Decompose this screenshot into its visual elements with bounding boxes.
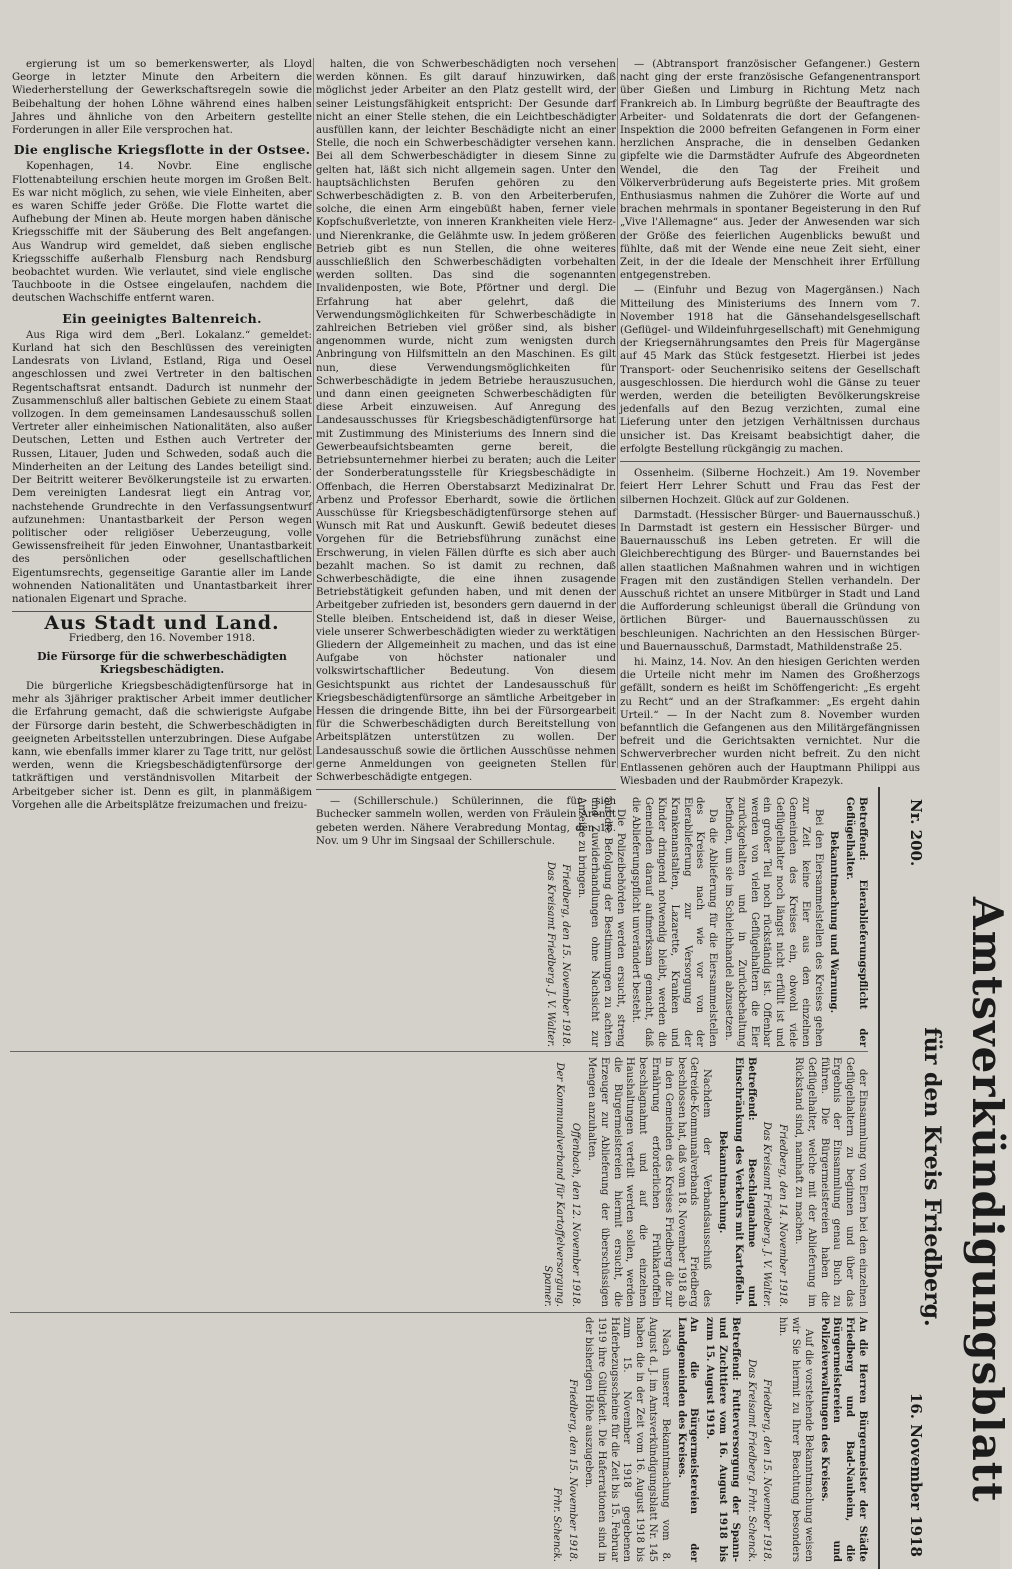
gazette-column-3	[547, 1317, 868, 1562]
gazette-subtitle: für den Kreis Friedberg.	[919, 1027, 945, 1327]
issue-number: Nr. 200.	[907, 799, 925, 867]
news-column-1	[12, 58, 312, 814]
notice-text: Da die Ablieferung für die Eiersammelstellen des Kreises nach wie vor von der Eierablieferung zur Versorgung der Krankenanstalten, Lazarette, Kranken und Kinder dringend notwendig bleibt, werden die Gemeinden darauf aufmerksam gemacht, daß die Ablieferungspflicht unverändert besteht.	[630, 797, 719, 1047]
notice-text: der Einsammlung von Eiern bei den einzelnen Geflügelhaltern zu beginnen und über das Ergebnis der Einsammlung genau Buch zu führen. Die Bürgermeistereien haben die Geflügelhalter, welche mit der Ablieferung im Rückstand sind, namhaft zu machen.	[793, 1057, 868, 1307]
notice-title: Bekanntmachung und Warnung.	[828, 830, 840, 1014]
section-heading: Aus Stadt und Land.	[44, 612, 280, 635]
article-subheading: Die Fürsorge für die schwerbeschädigten Kriegsbeschädigten.	[37, 649, 287, 676]
gazette-column-2	[537, 1057, 868, 1307]
gazette-masthead	[878, 787, 1012, 1569]
notice-signature: Das Kreisamt Friedberg. Frhr. Schenck.	[745, 1359, 757, 1562]
article-text: — (Einfuhr und Bezug von Magergänsen.) Nach Mitteilung des Ministeriums des Innern vom 7. November 1918 hat die Gänsehandelsgesellschaft (Geflügel- und Wildeinfuhrgesellschaft) mit Genehmigung der Kriegsernährungsamtes den Preis für Magergänse auf 45 Mark das Stück festgesetzt. Hierbei ist jedes Transport- oder Seuchenrisiko seitens der Gesellschaft ausgeschlossen. Die hierdurch wohl die Gänse zu teuer werden, werden die beteiligten Bevölkerungskreise jedenfalls auf den Bezug verzichten, zumal eine Lieferung unter den jetzigen Verhältnissen durchaus unsicher ist. Das Kreisamt beabsichtigt daher, die erfolgte Bestellung rückgängig zu machen.	[620, 285, 920, 455]
notice-signature: Friedberg, den 15. November 1918.	[560, 864, 572, 1047]
notice-signature: Das Kreisamt Friedberg. J. V. Walter.	[761, 1121, 773, 1307]
article-text: halten, die von Schwerbeschädigten noch versehen werden können. Es gilt darauf hinzuwirken, daß möglichst jeder Arbeiter an den Platz gestellt wird, der seiner Leistungsfähigkeit entspricht: Der Gesunde darf nicht an einer Stelle stehen, die ein Leichtbeschädigter ausfüllen kann, der leichter Beschädigte nicht an einer Stelle, die noch ein Schwerbeschädigter versehen kann. Bei all dem Schwerbeschädigter in diesem Sinne zu gelten hat, läßt sich nicht allgemein sagen. Unter den hauptsächlichsten Berufen gehören zu den Schwerbeschädigten z. B. von den Arbeiterberufen, solche, die einen Arm eingebüßt haben, ferner viele Kopfschußverletzte, von inneren Krankheiten viele Herz- und Nierenkranke, die Gelähmte usw. In jedem größeren Betrieb gibt es nun Stellen, die ohne weiteres ausschließlich den Schwerbeschädigten vorbehalten werden sollten. Das sind die sogenannten Invalidenposten, wie Bote, Pförtner und dergl. Die Erfahrung hat aber gelehrt, daß die Verwendungsmöglichkeiten für Schwerbeschädigte in zahlreichen Betrieben viel größer sind, als bisher angenommen wurde, nicht zum wenigsten durch Anbringung von Hilfsmitteln an den Maschinen. Es gilt nun, diese Verwendungsmöglichkeiten für Schwerbeschädigte in jedem Betriebe herauszusuchen, und dann einen geeigneten Schwerbeschädigten für diese Arbeit einzuweisen. Auf Anregung des Landesausschusses für Kriegsbeschädigtenfürsorge hat mit Zustimmung des Ministeriums des Innern sind die Gewerbeaufsichtsbeamten gerne bereit, die Betriebsunternehmer hierbei zu beraten; auch die Leiter der Sonderberatungsstelle für Kriegsbeschädigte in Offenbach, die Herren Oberstabsarzt Medizinalrat Dr. Arbenz und Professor Eberhardt, sowie die örtlichen Ausschüsse für Kriegsbeschädigtenfürsorge stehen auf Wunsch mit Rat und Auskunft. Gewiß bedeutet dieses Vorgehen für die Betriebsführung zunächst eine Erschwerung, in vielen Fällen dürfte es sich aber auch bezahlt machen. So ist damit zu rechnen, daß Schwerbeschädigte, die eine ihnen zusagende Betriebstätigkeit gefunden haben, und mit denen der Arbeitgeber zufrieden ist, besonders gern dauernd in der Stelle bleiben. Entscheidend ist, daß in dieser Weise, viele unserer Schwerbeschädigten wieder zu werktätigen Gliedern der Allgemeinheit zu machen, und das ist eine Aufgabe von höchster nationaler und volkswirtschaftlicher Bedeutung. Von diesem Gesichtspunkt aus richtet der Landesausschuß für Kriegsbeschädigtenfürsorge an sämtliche Arbeitgeber in Hessen die dringende Bitte, ihn bei der Fürsorgearbeit für die Schwerbeschädigten durch Bereitstellung von Arbeitsplätzen unterstützen zu wollen. Der Landesausschuß sowie die örtlichen Ausschüsse nehmen gerne Anmeldungen von geeigneten Stellen für Schwerbeschädigte entgegen.	[316, 59, 616, 783]
notice-text: Bei den Eiersammelstellen des Kreises gehen zur Zeit keine Eier aus den einzelnen Gemeinden des Kreises ein, obwohl viele Geflügelhalter noch längst nicht erfüllt ist und ein großer Teil noch rückständig ist. Offenbar werden von vielen Geflügelhaltern die Eier zurückgehalten und in Zurückbehaltung befinden, um sie im Schleichhandel abzusetzen.	[723, 797, 824, 1047]
article-text: Die bürgerliche Kriegsbeschädigtenfürsorge hat in mehr als 3jähriger praktischer Arbeit immer deutlicher die Erfahrung gemacht, daß die schwierigste Aufgabe der Fürsorge darin besteht, die Schwerbeschädigten in geeigneten Arbeitsstellen unterzubringen. Diese Aufgabe kann, wie ebenfalls immer klarer zu Tage tritt, nur gelöst werden, wenn die Kriegsbeschädigtenfürsorge der tatkräftigen und verständnisvollen Mitarbeit der Arbeitgeber sicher ist. Denn es gilt, in planmäßigem Vorgehen alle die Arbeitsplätze freizumachen und freizu-	[12, 680, 312, 811]
rotated-gazette	[0, 787, 1012, 1569]
notice-signature: Offenbach, den 12. November 1918.	[570, 1122, 582, 1307]
article-text: hi. Mainz, 14. Nov. An den hiesigen Gerichten werden die Urteile nicht mehr im Namen des Großherzogs gefällt, sondern es heißt im Schöffengericht: „Es ergeht zu Recht“ und an der Strafkammer: „Es ergeht dahin Urteil.“ — In der Nacht zum 8. November wurden befanntlich die Gefangenen aus den Militärgefängnissen befreit und die Gerichtsakten vernichtet. Nur die Schwerverbrecher wurden nicht befreit. Zu den nicht Entlassenen gehören auch der Hauptmann Philippi aus Wiesbaden und der Raubmörder Krapezyk.	[620, 656, 920, 787]
dateline: Friedberg, den 16. November 1918.	[68, 633, 256, 645]
article-text: Kopenhagen, 14. Novbr. Eine englische Flottenabteilung erschien heute morgen im Großen Belt. Es war nicht möglich, zu sehen, wie viele Einheiten, aber es waren Schiffe jeder Größe. Die Flotte wartet die Aufhebung der Minen ab. Heute morgen haben dänische Kriegsschiffe mit der Säuberung des Belt angefangen. Aus Wandrup wird gemeldet, daß sieben englische Kriegsschiffe außerhalb Flensburg nach Rendsburg beobachtet wurden. Wie verlautet, sind viele englische Tauchboote in die Ostsee eingelaufen, nachdem die deutschen Wachschiffe entfernt waren.	[12, 161, 312, 305]
article-text: Darmstadt. (Hessischer Bürger- und Bauernausschuß.) In Darmstadt ist gestern ein Hessischer Bürger- und Bauernausschuß ins Leben getreten. Er will die Gleichberechtigung des Bürger- und Bauernstandes bei allen staatlichen Maßnahmen wahren und in wichtigen Fragen mit den zuständigen Stellen verhandeln. Der Ausschuß richtet an unsere Mitbürger in Stadt und Land die Aufforderung schleunigst überall die Gründung von örtlichen Bürger- und Bauernausschüssen zu beschleunigen. Nachrichten an den Hessischen Bürger- und Bauernausschuß, Darmstadt, Mathildenstraße 25.	[620, 509, 920, 653]
gazette-title: Amtsverkündigungsblatt	[963, 897, 1012, 1503]
column-divider	[313, 58, 314, 768]
article-text: Ossenheim. (Silberne Hochzeit.) Am 19. November feiert Herr Lehrer Schutt und Frau das Fest der silbernen Hochzeit. Glück auf zur Goldenen.	[620, 468, 920, 506]
official-gazette-section	[0, 787, 1012, 1569]
article-text: — (Schillerschule.) Schülerinnen, die für sich Buchecker sammeln wollen, werden von Fräulein Arendt gebeten werden. Nähere Verabredung Montag, den 18. Nov. um 9 Uhr im Singsaal der Schillerschule.	[316, 796, 616, 847]
news-column-3	[620, 58, 920, 790]
notice-text: Die Polizeibehörden werden ersucht, streng auf die Befolgung der Bestimmungen zu achten und Zuwiderhandlungen ohne Nachsicht zur Anzeige zu bringen.	[576, 797, 626, 1047]
notice-heading: Betreffend: Eierablieferungspflicht der Geflügelhalter.	[844, 797, 868, 1047]
notice-title: Bekanntmachung.	[717, 1130, 729, 1234]
article-text: — (Abtransport französischer Gefangener.) Gestern nacht ging der erste französische Gefangenentransport über Gießen und Limburg in Richtung Metz nach Frankreich ab. In Limburg begrüßte der Beauftragte des Arbeiter- und Soldatenrats die dort der Gefangenen-Inspektion die 2000 befreiten Gefangenen in Form einer herzlichen Ansprache, die in denselben Gedanken gipfelte wie die Darmstädter Aufrufe des Abgeordneten Wendel, die den Tag der Freiheit und Völkerverbrüderung aufs Begeisterte pries. Mit großem Enthusiasmus nahmen die Zuhörer die Worte auf und brachen mehrmals in spontaner Begeisterung in den Ruf „Vive l'Allemagne“ aus. Jeder der Anwesenden war sich der Größe des feierlichen Augenblicks bewußt und fühlte, daß mit der Wende eine neue Zeit sieht, einer Zeit, in der die Ideale der Menschheit ihrer Erfüllung entgegenstreben.	[620, 59, 920, 282]
notice-heading: An die Bürgermeistereien der Landgemeinden des Kreises.	[675, 1317, 700, 1562]
notice-heading: An die Herren Bürgermeister der Städte Friedberg und Bad-Nauheim, die Bürgermeistereien und Polizeiverwaltungen des Kreises.	[818, 1317, 868, 1562]
notice-text: Auf die vorstehende Bekanntmachung weisen wir Sie hiermit zu Ihrer Beachtung besonders hin.	[777, 1317, 814, 1562]
issue-date: 16. November 1918	[907, 1392, 925, 1557]
article-text: ergierung ist um so bemerkenswerter, als Lloyd George in letzter Minute den Arbeitern die Wiederherstellung der Gewerkschaftsregeln sowie die Beibehaltung der hohen Löhne während eines halben Jahres und ähnliche von den Arbeitern gestellte Forderungen in aller Eile versprochen hat.	[12, 59, 312, 137]
article-heading: Die englische Kriegsflotte in der Ostsee.	[13, 142, 311, 158]
notice-signature: Der Kommunalverband für Kartoffelversorgung. Spamer.	[541, 1062, 566, 1307]
notice-heading: Betreffend: Beschlagnahme und Einschränkung des Verkehrs mit Kartoffeln.	[732, 1057, 757, 1307]
divider	[620, 461, 920, 462]
notice-text: Nachdem der Verbandsausschuß des Getreide-Kommunalverbands Friedberg beschlossen hat, daß vom 18. November 1918 ab in den Gemeinden des Kreises Friedberg die zur Ernährung erforderlichen Frühkartoffeln beschlagnahmt und auf die einzelnen Haushaltungen verteilt werden sollen, werden die Bürgermeistereien hiermit ersucht, die Erzeuger zur Ablieferung der überschüssigen Mengen anzuhalten.	[586, 1057, 713, 1308]
notice-text: Nach unserer Bekanntmachung vom 8. August d. J. im Amtsverkündigungsblatt Nr. 145 haben die in der Zeit vom 16. August 1918 bis zum 15. November 1918 gegebenen Haferbezugsscheine für die Zeit bis 15. Februar 1919 ihre Gültigkeit. Die Haferrationen sind in der bisherigen Höhe auszugeben.	[583, 1317, 671, 1562]
notice-signature: Friedberg, den 14. November 1918.	[777, 1124, 789, 1307]
notice-signature: Frhr. Schenck.	[551, 1487, 563, 1562]
column-divider	[10, 1312, 868, 1313]
gazette-column-1	[540, 797, 868, 1047]
article-heading: Ein geeinigtes Baltenreich.	[62, 310, 262, 326]
notice-signature: Das Kreisamt Friedberg. J. V. Walter.	[544, 861, 556, 1047]
column-divider	[617, 58, 618, 768]
article-text: Aus Riga wird dem „Berl. Lokalanz.“ gemeldet: Kurland hat sich den Beschlüssen des vereinigten Landesrats von Livland, Estland, Riga und Oesel angeschlossen und zwei Vertreter in den baltischen Regentschaftsrat entsandt. Dadurch ist nunmehr der Zusammenschluß aller baltischen Gebiete zu einem Staat vollzogen. In dem gemeinsamen Landesausschuß sollen Vertreter aller einheimischen Nationalitäten, also außer Deutschen, Letten und Esthen auch Vertreter der Russen, Litauer, Juden und Schweden, sodaß auch die Minderheiten an der Leitung des Landes beteiligt sind. Der Beitritt weiterer Bevölkerungsteile ist zu erwarten. Dem vereinigten Landesrat liegt ein Antrag vor, nachstehende Grundrechte in den Verfassungsentwurf aufzunehmen: Unantastbarkeit der Person wegen politischer oder religiöser Ueberzeugung, volle Gewissensfreiheit für jeden Einwohner, Unantastbarkeit des persönlichen oder gesellschaftlichen Eigentumsrechts, gegenseitige Garantie aller im Lande wohnenden Nationalitäten und Unantastbarkeit ihrer nationalen Eigenart und Sprache.	[12, 329, 312, 605]
notice-heading: Betreffend: Futterversorgung der Spann- und Zuchttiere vom 16. August 1918 bis zum 15. August 1919.	[704, 1317, 741, 1562]
news-column-2	[316, 58, 616, 850]
column-divider	[10, 1051, 868, 1052]
notice-signature: Friedberg, den 15. November 1918.	[567, 1379, 579, 1562]
notice-signature: Friedberg, den 15. November 1918.	[761, 1379, 773, 1562]
